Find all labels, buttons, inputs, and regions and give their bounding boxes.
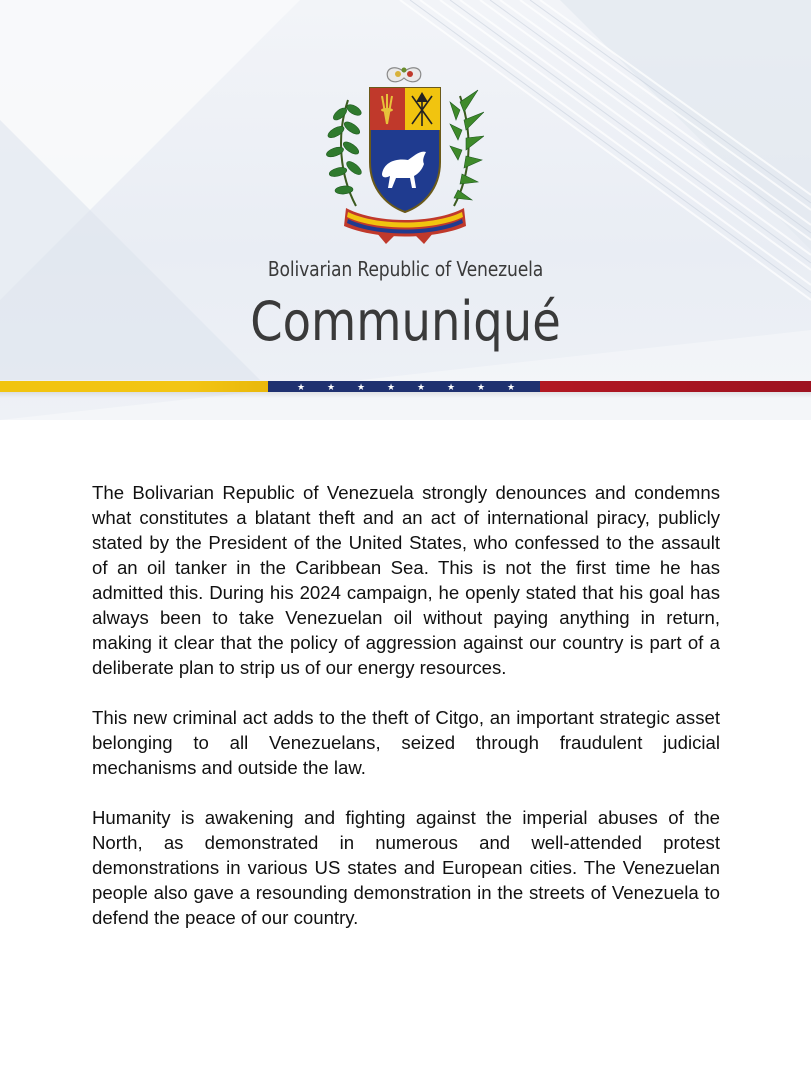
svg-text:★: ★ <box>326 383 336 392</box>
stripe-shadow <box>0 392 811 398</box>
shield-icon <box>370 88 440 212</box>
svg-text:★: ★ <box>386 383 396 392</box>
svg-text:★: ★ <box>296 383 306 392</box>
cornucopia-icon <box>387 68 421 82</box>
venezuela-coat-of-arms-icon <box>326 66 484 244</box>
body-paragraph: The Bolivarian Republic of Venezuela strongly denounces and condemns what constitutes a blatant theft and an act of international piracy, publicly stated by the President of the United States, who confessed to the assault of an oil tanker in the Caribbean Sea. This is not the first time he has admitted this. During his 2024 campaign, he openly stated that his goal has always been to take Venezuelan oil without paying anything in return, making it clear that the policy of aggression against our country is part of a deliberate plan to strip us of our energy resources. <box>92 482 720 678</box>
palm-branch-icon <box>450 90 484 206</box>
svg-text:★: ★ <box>416 383 426 392</box>
svg-text:★: ★ <box>506 383 516 392</box>
body-paragraph: Humanity is awakening and fighting against the imperial abuses of the North, as demonstrated in numerous and well-attended protest demonstrations in various US states and European cities. The Venezuelan people also gave a resounding demonstration in the streets of Venezuela to defend the peace of our country. <box>92 807 720 928</box>
flag-stripe-yellow <box>0 381 268 392</box>
body-paragraph: This new criminal act adds to the theft of Citgo, an important strategic asset belonging to all Venezuelans, seized through fraudulent judicial mechanisms and outside the law. <box>92 707 720 778</box>
olive-branch-icon <box>326 100 363 206</box>
country-name: Bolivarian Republic of Venezuela <box>267 257 544 281</box>
svg-text:★: ★ <box>356 383 366 392</box>
ribbon-icon <box>344 208 466 244</box>
document-title: Communiqué <box>250 290 561 353</box>
communique-body <box>92 480 720 930</box>
flag-stripe-red <box>540 381 811 392</box>
communique-header <box>0 0 811 420</box>
svg-text:★: ★ <box>476 383 486 392</box>
svg-text:★: ★ <box>446 383 456 392</box>
flag-stars-icon <box>268 381 540 392</box>
